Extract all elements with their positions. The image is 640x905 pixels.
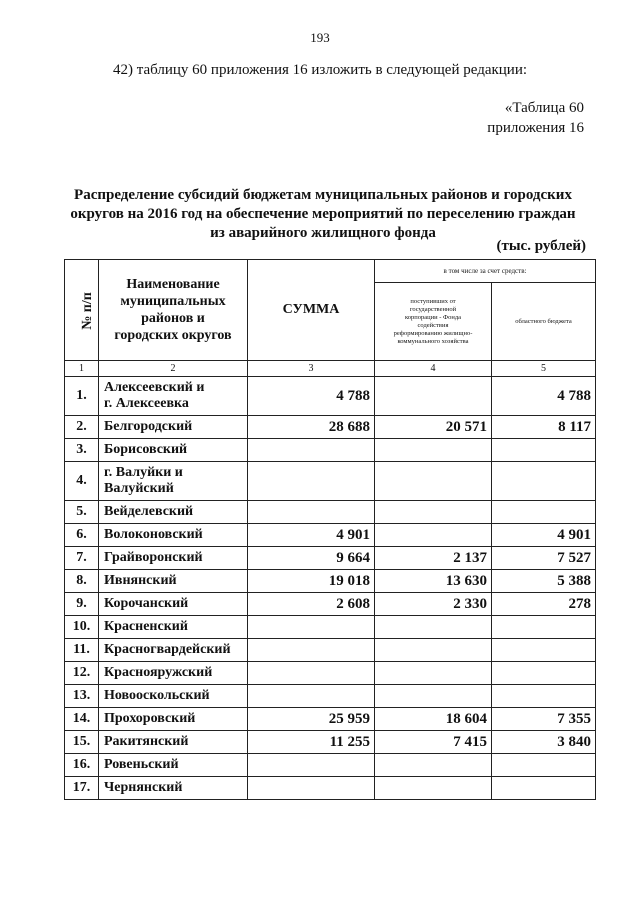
table-row	[65, 639, 596, 662]
district-name	[99, 685, 248, 708]
district-name	[99, 754, 248, 777]
regional-value	[492, 616, 596, 639]
district-name	[99, 708, 248, 731]
table-row	[65, 377, 596, 416]
regional-value	[492, 685, 596, 708]
row-number: 5.	[65, 501, 99, 524]
row-number: 6.	[65, 524, 99, 547]
header-including: в том числе за счет средств:	[375, 260, 596, 283]
row-number: 3.	[65, 439, 99, 462]
header-number-label: № п/п	[79, 292, 95, 330]
regional-value: 7 355	[492, 708, 596, 731]
row-number: 13.	[65, 685, 99, 708]
district-name	[99, 416, 248, 439]
district-name	[99, 501, 248, 524]
table-reference	[487, 98, 584, 138]
district-name-line: Корочанский	[104, 596, 189, 611]
table-reference-line: «Таблица 60	[504, 100, 584, 116]
regional-value	[492, 439, 596, 462]
regional-value: 7 527	[492, 547, 596, 570]
fund-value: 13 630	[375, 570, 492, 593]
district-name	[99, 639, 248, 662]
regional-value: 3 840	[492, 731, 596, 754]
sum-value: 9 664	[248, 547, 375, 570]
header-name-line: городских округов	[114, 328, 232, 343]
table-row	[65, 708, 596, 731]
table-row	[65, 501, 596, 524]
sum-value: 11 255	[248, 731, 375, 754]
regional-value: 4 901	[492, 524, 596, 547]
subsidy-table	[64, 259, 596, 800]
fund-value	[375, 685, 492, 708]
fund-value: 18 604	[375, 708, 492, 731]
sum-value: 19 018	[248, 570, 375, 593]
district-name-line: г. Алексеевка	[104, 396, 189, 411]
fund-value: 2 137	[375, 547, 492, 570]
district-name	[99, 777, 248, 800]
regional-value: 278	[492, 593, 596, 616]
district-name-line: Волоконовский	[104, 527, 203, 542]
fund-value	[375, 754, 492, 777]
table-row	[65, 416, 596, 439]
row-number: 17.	[65, 777, 99, 800]
row-number: 9.	[65, 593, 99, 616]
regional-value	[492, 777, 596, 800]
district-name-line: Валуйский	[104, 481, 174, 496]
header-sum: СУММА	[248, 260, 375, 361]
district-name-line: Алексеевский и	[104, 380, 205, 395]
district-name-line: Вейделевский	[104, 504, 194, 519]
fund-value	[375, 639, 492, 662]
sum-value	[248, 439, 375, 462]
row-number: 11.	[65, 639, 99, 662]
fund-value: 7 415	[375, 731, 492, 754]
row-number: 7.	[65, 547, 99, 570]
row-number: 2.	[65, 416, 99, 439]
regional-value: 5 388	[492, 570, 596, 593]
sum-value	[248, 777, 375, 800]
row-number: 16.	[65, 754, 99, 777]
row-number: 8.	[65, 570, 99, 593]
sum-value: 4 901	[248, 524, 375, 547]
sum-value	[248, 616, 375, 639]
header-name	[99, 260, 248, 361]
district-name-line: Борисовский	[104, 442, 188, 457]
regional-value	[492, 639, 596, 662]
table-row	[65, 616, 596, 639]
district-name	[99, 616, 248, 639]
regional-value: 4 788	[492, 377, 596, 416]
table-reference-line: приложения 16	[487, 120, 584, 136]
header-fund-line: корпорации - Фонда	[404, 313, 462, 321]
sum-value	[248, 639, 375, 662]
district-name	[99, 547, 248, 570]
intro-text: 42) таблицу 60 приложения 16 изложить в следующей редакции:	[112, 62, 528, 78]
table-row	[65, 439, 596, 462]
district-name-line: Ивнянский	[104, 573, 177, 588]
row-number: 1.	[65, 377, 99, 416]
district-name-line: Красногвардейский	[104, 642, 231, 657]
title-line: округов на 2016 год на обеспечение мероприятий по переселению граждан	[70, 206, 576, 222]
district-name	[99, 377, 248, 416]
title-line: Распределение субсидий бюджетам муниципальных районов и городских	[74, 187, 572, 203]
title-line: из аварийного жилищного фонда	[210, 225, 436, 241]
district-name	[99, 662, 248, 685]
header-number	[65, 260, 99, 361]
row-number: 4.	[65, 462, 99, 501]
table-row	[65, 685, 596, 708]
table-row	[65, 462, 596, 501]
table-row	[65, 524, 596, 547]
fund-value	[375, 462, 492, 501]
document-title	[58, 186, 588, 243]
column-index: 3	[248, 361, 375, 377]
header-fund-line: содействия	[417, 321, 449, 329]
column-index-row	[65, 361, 596, 377]
district-name-line: Белгородский	[104, 419, 193, 434]
district-name-line: Краснояружский	[104, 665, 213, 680]
fund-value	[375, 524, 492, 547]
district-name	[99, 570, 248, 593]
fund-value	[375, 616, 492, 639]
district-name-line: Прохоровский	[104, 711, 196, 726]
header-fund-line: государственной	[409, 305, 457, 313]
table-row	[65, 593, 596, 616]
header-fund-line: реформированию жилищно-	[393, 329, 473, 337]
units-label: (тыс. рублей)	[496, 238, 586, 254]
district-name-line: г. Валуйки и	[104, 465, 183, 480]
row-number: 15.	[65, 731, 99, 754]
fund-value	[375, 377, 492, 416]
header-fund	[375, 283, 492, 361]
sum-value: 2 608	[248, 593, 375, 616]
column-index: 2	[99, 361, 248, 377]
sum-value	[248, 501, 375, 524]
table-row	[65, 777, 596, 800]
fund-value	[375, 777, 492, 800]
header-name-line: муниципальных	[120, 294, 226, 309]
column-index: 1	[65, 361, 99, 377]
header-name-line: Наименование	[126, 277, 220, 292]
table-row	[65, 731, 596, 754]
district-name	[99, 593, 248, 616]
table-row	[65, 547, 596, 570]
fund-value	[375, 439, 492, 462]
row-number: 14.	[65, 708, 99, 731]
district-name	[99, 731, 248, 754]
district-name	[99, 439, 248, 462]
sum-value	[248, 462, 375, 501]
fund-value: 20 571	[375, 416, 492, 439]
row-number: 10.	[65, 616, 99, 639]
district-name	[99, 524, 248, 547]
header-name-line: районов и	[141, 311, 205, 326]
table-row	[65, 662, 596, 685]
table-row	[65, 570, 596, 593]
page-number: 193	[310, 30, 330, 45]
row-number: 12.	[65, 662, 99, 685]
sum-value: 25 959	[248, 708, 375, 731]
header-fund-line: коммунального хозяйства	[397, 337, 469, 345]
district-name-line: Чернянский	[104, 780, 183, 795]
district-name	[99, 462, 248, 501]
sum-value	[248, 754, 375, 777]
district-name-line: Ровеньский	[104, 757, 179, 772]
fund-value	[375, 501, 492, 524]
regional-value	[492, 754, 596, 777]
sum-value: 4 788	[248, 377, 375, 416]
regional-value: 8 117	[492, 416, 596, 439]
column-index: 4	[375, 361, 492, 377]
district-name-line: Ракитянский	[104, 734, 189, 749]
regional-value	[492, 501, 596, 524]
district-name-line: Грайворонский	[104, 550, 203, 565]
sum-value: 28 688	[248, 416, 375, 439]
table-row	[65, 754, 596, 777]
regional-value	[492, 462, 596, 501]
header-regional-budget: областного бюджета	[492, 283, 596, 361]
column-index: 5	[492, 361, 596, 377]
fund-value: 2 330	[375, 593, 492, 616]
sum-value	[248, 662, 375, 685]
district-name-line: Красненский	[104, 619, 188, 634]
district-name-line: Новооскольский	[104, 688, 210, 703]
header-fund-line: поступивших от	[410, 297, 456, 305]
regional-value	[492, 662, 596, 685]
sum-value	[248, 685, 375, 708]
fund-value	[375, 662, 492, 685]
